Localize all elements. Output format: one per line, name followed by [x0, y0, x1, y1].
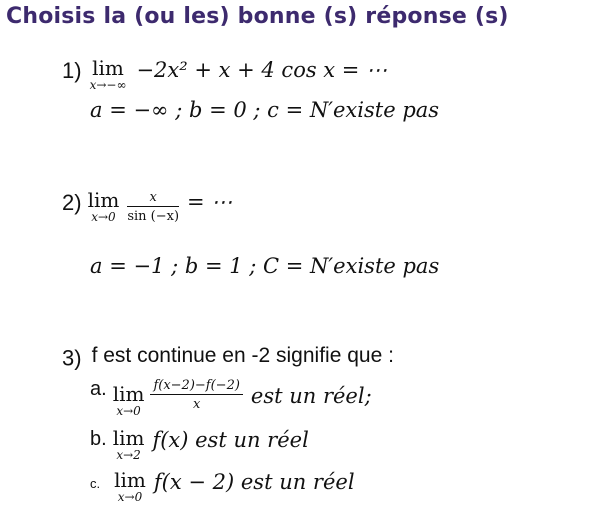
- limit-operator: [113, 428, 145, 461]
- option-tail: est un réel;: [250, 384, 372, 408]
- option-label: b.: [90, 428, 107, 450]
- fraction: [127, 190, 179, 224]
- limit-word: lim: [112, 426, 145, 450]
- question-number: 1): [62, 58, 82, 83]
- limit-subscript: x→2: [116, 448, 141, 462]
- option-b: [90, 428, 309, 461]
- option-expression: f(x) est un réel: [152, 428, 309, 452]
- numerator: f(x−2)−f(−2): [150, 378, 242, 395]
- limit-word: lim: [92, 56, 124, 80]
- question-2-answers: a = −1 ; b = 1 ; C = N′existe pas: [90, 254, 440, 278]
- question-2: [62, 190, 232, 224]
- limit-subscript: x→0: [116, 404, 141, 418]
- question-number: 2): [62, 190, 82, 215]
- numerator: x: [127, 190, 179, 207]
- question-3: [62, 344, 394, 371]
- limit-subscript: x→−∞: [89, 78, 127, 92]
- option-a: [90, 378, 372, 418]
- limit-word: lim: [112, 382, 145, 406]
- question-1-answers: a = −∞ ; b = 0 ; c = N′existe pas: [90, 98, 440, 122]
- option-label: c.: [90, 476, 101, 491]
- limit-operator: [88, 190, 120, 223]
- option-c: [90, 470, 355, 503]
- limit-subscript: x→0: [91, 210, 116, 224]
- limit-subscript: x→0: [117, 490, 143, 504]
- question-number: 3): [62, 345, 82, 371]
- denominator: x: [193, 397, 201, 412]
- limit-expression: −2x² + x + 4 cos x = ⋯: [136, 58, 388, 82]
- limit-operator: [114, 470, 146, 503]
- limit-operator: [113, 384, 145, 417]
- exercise-heading: Choisis la (ou les) bonne (s) réponse (s): [6, 4, 509, 29]
- option-expression: f(x − 2) est un réel: [153, 470, 355, 494]
- option-label: a.: [90, 378, 107, 400]
- limit-word: lim: [87, 188, 120, 212]
- denominator: sin (−x): [127, 209, 180, 224]
- limit-operator: [90, 58, 127, 91]
- question-1: [62, 58, 387, 91]
- limit-tail: = ⋯: [187, 190, 233, 214]
- question-statement: f est continue en -2 signifie que :: [91, 344, 394, 367]
- fraction: [150, 378, 242, 412]
- limit-word: lim: [114, 468, 146, 492]
